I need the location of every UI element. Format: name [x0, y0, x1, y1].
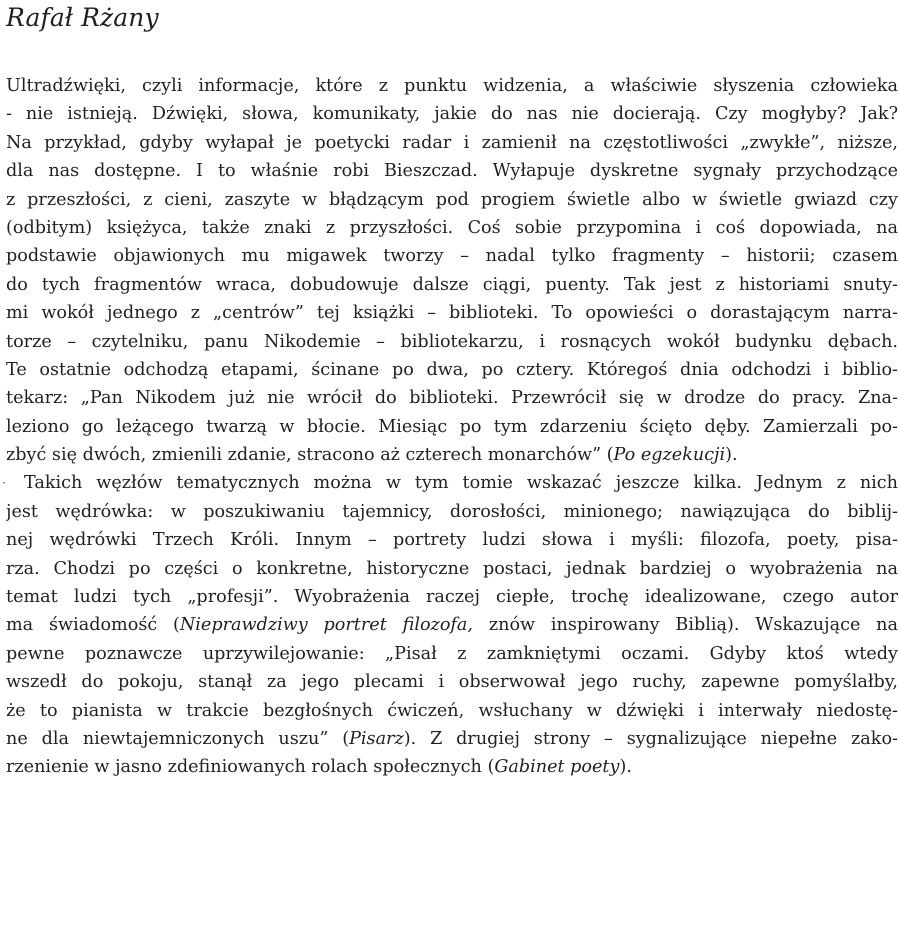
- text-line: leziono go leżącego twarzą w błocie. Miesiąc po tym zdarzeniu ścięto dęby. Zamierzali po-: [6, 416, 898, 437]
- text-line: temat ludzi tych „profesji”. Wyobrażenia raczej ciepłe, trochę idealizowane, czego autor: [6, 587, 898, 608]
- text-line: - nie istnieją. Dźwięki, słowa, komunikaty, jakie do nas nie docierają. Czy mogłyby? Jak?: [6, 104, 898, 125]
- text-line: jest wędrówka: w poszukiwaniu tajemnicy, dorosłości, minionego; nawiązująca do biblij-: [6, 501, 898, 522]
- article-body: [2, 72, 898, 782]
- text-span: ma świadomość (: [6, 615, 180, 636]
- text-line: rza. Chodzi po części o konkretne, historyczne postaci, jednak bardziej o wyobrażenia na: [6, 558, 898, 579]
- work-title: Nieprawdziwy portret filozofa,: [179, 615, 474, 636]
- text-line: (odbitym) księżyca, także znaki z przyszłości. Coś sobie przypomina i coś dopowiada, na: [6, 217, 898, 238]
- text-line: Takich węzłów tematycznych można w tym tomie wskazać jeszcze kilka. Jednym z nich: [24, 473, 898, 494]
- text-line: [6, 611, 898, 639]
- work-title: Po egzekucji: [613, 445, 726, 466]
- text-span: ).: [619, 757, 632, 778]
- text-line: [6, 725, 898, 753]
- work-title: Gabinet poety: [494, 757, 620, 778]
- text-line: mi wokół jednego z „centrów” tej książki – biblioteki. To opowieści o dorastającym narra-: [6, 303, 898, 324]
- text-line: Te ostatnie odchodzą etapami, ścinane po dwa, po cztery. Któregoś dnia odchodzi i biblio-: [6, 359, 898, 380]
- text-span: ). Z drugiej strony – sygnalizujące niepełne zako-: [403, 728, 898, 749]
- document-page: [2, 0, 898, 778]
- text-line: z przeszłości, z cieni, zaszyte w błądzącym pod progiem świetle albo w świetle gwiazd czy: [6, 189, 898, 210]
- text-line: do tych fragmentów wraca, dobudowuje dalsze ciągi, puenty. Tak jest z historiami snuty-: [6, 274, 898, 295]
- text-span: ).: [725, 445, 738, 466]
- author-name: Rafał Rżany: [6, 3, 159, 32]
- text-line: [6, 441, 898, 469]
- text-line: wszedł do pokoju, stanął za jego plecami i obserwował jego ruchy, zapewne pomyślałby,: [6, 672, 898, 693]
- paragraph-2: [2, 469, 898, 781]
- text-span: zbyć się dwóch, zmienili zdanie, stracono aż czterech monarchów” (: [6, 445, 614, 466]
- text-line: tekarz: „Pan Nikodem już nie wrócił do biblioteki. Przewrócił się w drodze do pracy. Zna-: [6, 388, 898, 409]
- paragraph-marker: ·: [2, 476, 6, 491]
- text-span: ne dla niewtajemniczonych uszu” (: [6, 728, 350, 749]
- text-span: znów inspirowany Biblią). Wskazujące na: [473, 615, 898, 636]
- text-line: pewne poznawcze uprzywilejowanie: „Pisał z zamkniętymi oczami. Gdyby ktoś wtedy: [6, 643, 898, 664]
- text-line: [6, 753, 898, 781]
- text-line: że to pianista w trakcie bezgłośnych ćwiczeń, wsłuchany w dźwięki i interwały niedostę-: [6, 700, 898, 721]
- text-span: rzenienie w jasno zdefiniowanych rolach społecznych (: [6, 757, 495, 778]
- text-line: nej wędrówki Trzech Króli. Innym – portrety ludzi słowa i myśli: filozofa, poety, pisa-: [6, 530, 898, 551]
- text-line: Ultradźwięki, czyli informacje, które z punktu widzenia, a właściwie słyszenia człowieka: [6, 76, 898, 96]
- text-line: Na przykład, gdyby wyłapał je poetycki radar i zamienił na częstotliwości „zwykłe”, niższe,: [6, 132, 898, 153]
- text-line: torze – czytelniku, panu Nikodemie – bibliotekarzu, i rosnących wokół budynku dębach.: [6, 331, 898, 352]
- paragraph-1: [6, 72, 898, 469]
- text-line: dla nas dostępne. I to właśnie robi Bieszczad. Wyłapuje dyskretne sygnały przychodzące: [6, 161, 898, 182]
- text-line: podstawie objawionych mu migawek tworzy – nadal tylko fragmenty – historii; czasem: [6, 246, 898, 267]
- work-title: Pisarz: [349, 728, 404, 749]
